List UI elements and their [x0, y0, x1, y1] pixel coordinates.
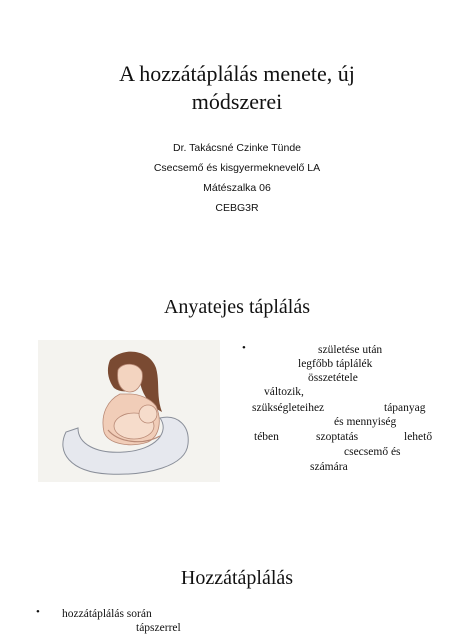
slide2-line-9: szoptatás [316, 431, 359, 443]
slide2-line-10: lehető [404, 431, 433, 443]
slide2-line-11: csecsemő és [344, 446, 401, 458]
slide2-line-1: születése után [318, 344, 383, 356]
slide2-title: Anyatejes táplálás [163, 296, 311, 318]
slide1-title [40, 60, 434, 116]
slide3-line-2: tápszerrel [136, 622, 181, 634]
slide2-line-2: legfőbb táplálék [298, 358, 373, 370]
slide2-line-5: szükségleteihez [252, 402, 325, 414]
slide2-line-4: változik, [264, 386, 304, 398]
slide2-line-8: tében [254, 431, 279, 443]
slide3-bullet: • [36, 606, 40, 618]
slide2-line-12: számára [310, 461, 348, 473]
slide3-line-1: hozzátáplálás során [62, 608, 152, 620]
slide2-line-6: tápanyag [384, 402, 426, 414]
slide1-title-line2: módszerei [191, 89, 283, 114]
breastfeeding-illustration [38, 340, 220, 482]
slide1-place: Mátészalka 06 [203, 182, 271, 194]
breastfeeding-icon [38, 340, 220, 482]
slide2-line-3: összetétele [308, 372, 358, 384]
slide1-code: CEBG3R [215, 202, 259, 214]
slide1-org: Csecsemő és kisgyermeknevelő LA [153, 162, 321, 174]
slide2-line-7: és mennyiség [334, 416, 397, 428]
slide1-author: Dr. Takácsné Czinke Tünde [172, 142, 301, 154]
slide3-title: Hozzátáplálás [180, 567, 294, 589]
slide1-title-line1: A hozzátáplálás menete, új [119, 61, 355, 86]
slide2-bullet: • [242, 342, 246, 354]
